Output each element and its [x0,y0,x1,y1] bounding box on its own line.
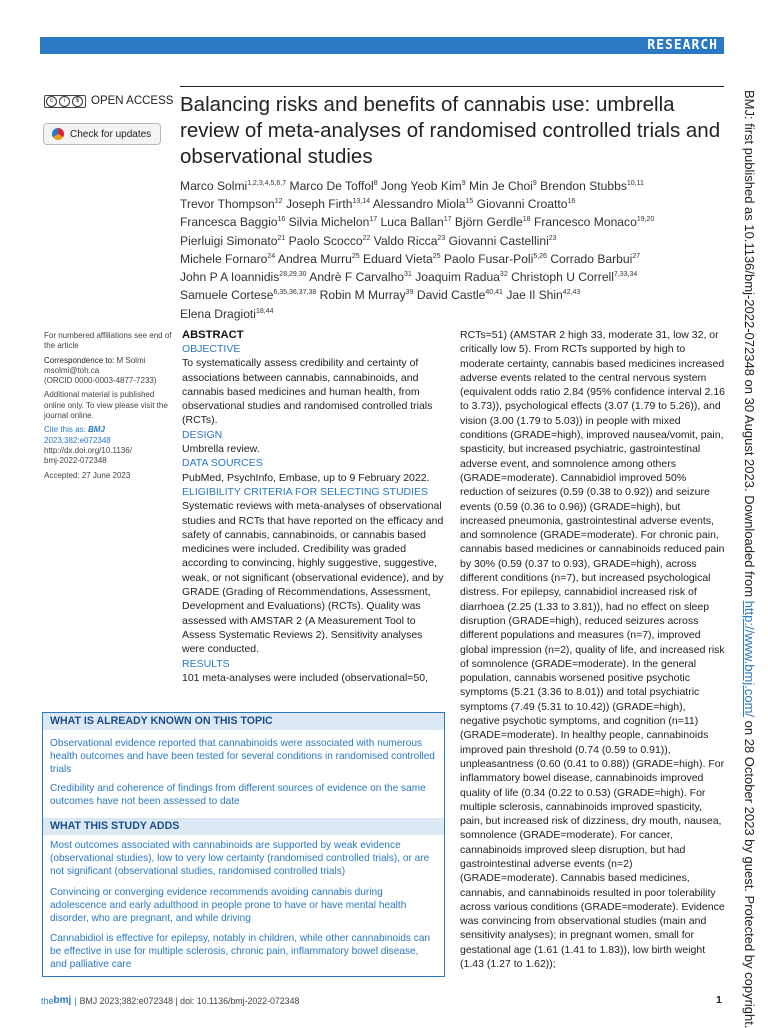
abstract-column-2 [460,328,727,971]
author-name: Christoph U Correll [511,270,614,285]
author-affiliation-sup: 16 [567,198,576,206]
author-name: Brendon Stubbs [540,179,627,194]
author-name: Paolo Fusar-Poli [443,251,534,266]
check-for-updates-label: Check for updates [70,128,152,140]
author-affiliation-sup: 21 [277,234,286,242]
author-name: Jong Yeob Kim [381,179,462,194]
eligibility-text: Systematic reviews with meta-analyses of observational studies and RCTs that have reported on the efficacy and safety of cannabis, cannabinoids, or cannabis based medicines were included. Credibility was graded according to convincing, highly suggestive, suggestive, weak, or not significant (observational evidence), and by GRADE (Grading of Recommendations, Assessment, Development and Evaluations) (RCTs). Quality was assessed with AMSTAR 2 (A Measurement Tool to Assess Systematic Reviews 2). Sensitivity analyses were conducted. [182,500,444,656]
author-affiliation-sup: 8 [373,180,378,187]
author-name: Eduard Vieta [363,251,433,266]
author-name: Michele Fornaro [180,251,268,266]
author-name: Francesca Baggio [180,215,278,230]
author-name: Paolo Scocco [288,233,363,248]
author-name: Björn Gerdle [454,215,523,230]
eligibility-heading: ELIGIBILITY CRITERIA FOR SELECTING STUDIES [182,485,429,498]
accepted-label: Accepted: [44,470,80,480]
article-title: Balancing risks and benefits of cannabis use: umbrella review of meta-analyses of randomised controlled trials and observational studies [180,93,721,168]
footer-citation: BMJ 2023;382:e072348 | doi: 10.1136/bmj-2022-072348 [79,995,300,1006]
author-affiliation-sup: 27 [632,252,641,260]
known-item: Observational evidence reported that cannabinoids were associated with numerous health outcomes and have been tested for several conditions in randomised controlled trials [50,738,435,776]
author-name: Valdo Ricca [373,233,438,248]
objective-heading: OBJECTIVE [182,343,241,355]
download-notice-text: BMJ: first published as 10.1136/bmj-2022-072348 on 30 August 2023. Downloaded from [742,90,757,601]
data-sources-text: PubMed, PsychInfo, Embase, up to 9 February 2022. [182,471,430,484]
author-affiliation-sup: 39 [405,289,414,297]
author-affiliation-sup: 24 [267,252,276,260]
summary-box [42,712,445,977]
author-name: Giovanni Castellini [448,233,549,248]
author-name: Robin M Murray [319,288,406,303]
author-affiliation-sup: 17 [443,216,452,224]
page-footer: the bmj | BMJ 2023;382:e072348 | doi: 10.1136/bmj-2022-072348 [41,995,300,1006]
author-name: Samuele Cortese [180,288,274,303]
download-notice-text-end: on 28 October 2023 by guest. Protected by copyright. [742,717,757,1028]
crossmark-icon [52,128,64,140]
accepted-value: 27 June 2023 [81,470,131,480]
cite-ref: 2023;382:e072348 [44,435,111,445]
author-affiliation-sup: 15 [465,198,474,206]
doi-link[interactable]: http://dx.doi.org/10.1136/ [44,445,132,455]
author-affiliation-sup: 23 [437,234,446,242]
author-name: Francesco Monaco [533,215,637,230]
author-name: Alessandro Miola [372,197,466,212]
adds-item: Most outcomes associated with cannabinoids are supported by weak evidence (observational studies), low to very low certainty (randomised controlled trials), or are not significant (observational studies, randomised controlled trials) [50,840,430,878]
author-affiliation-sup: 25 [432,252,441,260]
author-affiliation-sup: 18,44 [255,307,274,315]
author-name: Marco Solmi [180,179,248,194]
author-list [180,176,720,322]
known-item: Credibility and coherence of findings from different sources of evidence on the same outcomes have not been assessed to date [50,783,426,808]
correspondence-label: Correspondence to: [44,355,115,365]
author-affiliation-sup: 18 [522,216,531,224]
section-banner [40,37,724,54]
objective-text: To systematically assess credibility and certainty of associations between cannabis, cannabinoids, and cannabis based medicines and human health, from observational studies and randomised controlled trials (RCTs). [182,357,433,427]
author-name: Joseph Firth [285,197,353,212]
design-heading: DESIGN [182,428,223,441]
accepted-date [44,471,172,481]
abstract-heading: ABSTRACT [182,329,244,341]
doi-link-cont[interactable]: bmj-2022-072348 [44,456,107,466]
adds-item: Convincing or converging evidence recommends avoiding cannabis during adolescence and early adulthood in people prone to have or have mental health disorder, who are pregnant, and while driving [50,887,407,925]
author-name: Min Je Choi [469,179,533,194]
adds-heading: WHAT THIS STUDY ADDS [43,818,444,835]
author-name: Elena Dragioti [180,306,256,321]
author-affiliation-sup: 5,26 [533,252,547,260]
open-access-label: OPEN ACCESS [91,95,174,107]
design-text: Umbrella review. [182,443,260,456]
creative-commons-icon: c i $ [44,95,86,108]
author-affiliation-sup: 32 [499,271,508,279]
author-affiliation-sup: 16 [277,216,286,224]
author-affiliation-sup: 12 [274,198,283,206]
author-name: Andrè F Carvalho [309,270,405,285]
author-affiliation-sup: 25 [351,252,360,260]
author-affiliation-sup: 6,35,36,37,38 [273,289,317,297]
author-affiliation-sup: 13,14 [352,198,371,206]
author-affiliation-sup: 7,33,34 [613,271,638,279]
author-name: Trevor Thompson [180,197,275,212]
open-access-badge [44,94,174,108]
adds-item: Cannabidiol is effective for epilepsy, notably in children, while other cannabinoids can be effective in use for multiple sclerosis, chronic pain, inflammatory bowel disease, and palliative care [50,933,431,971]
author-affiliation-sup: 28,29,30 [279,271,307,279]
author-name: Pierluigi Simonato [180,233,278,248]
author-name: Corrado Barbui [550,251,633,266]
page-number: 1 [716,994,722,1006]
citation-block [44,425,172,466]
section-label: RESEARCH [647,38,718,53]
author-name: Giovanni Croatto [476,197,568,212]
author-affiliation-sup: 31 [404,271,412,279]
author-affiliation-sup: 17 [369,216,378,224]
author-affiliation-sup: 40,41 [485,289,503,297]
results-text-start: 101 meta-analyses were included (observational=50, [182,671,429,684]
cite-label: Cite this as: [44,425,86,435]
additional-material-note: Additional material is published online only. To view please visit the journal online. [44,390,168,421]
abstract-column-1 [182,328,444,685]
author-affiliation-sup: 9 [461,180,466,187]
data-sources-heading: DATA SOURCES [182,457,263,470]
author-affiliation-sup: 19,20 [636,216,655,224]
affiliations-note: For numbered affiliations see end of the article [44,331,172,351]
correspondence-name: M Solmi [116,355,146,365]
author-name: David Castle [416,288,486,303]
correspondence-email[interactable]: msolmi@toh.ca [44,365,100,375]
author-affiliation-sup: 10,11 [626,180,644,187]
download-notice [741,90,757,1028]
author-affiliation-sup: 1,2,3,4,5,6,7 [247,180,287,187]
results-heading: RESULTS [182,657,230,670]
orcid: (ORCID 0000-0003-4877-7233) [44,376,157,386]
author-name: Jae Il Shin [506,288,563,303]
check-for-updates-button[interactable] [43,123,161,145]
author-name: Silvia Michelon [288,215,370,230]
title-rule [180,86,724,87]
logo-the: the [41,995,54,1006]
author-affiliation-sup: 22 [362,234,371,242]
author-affiliation-sup: 23 [548,234,557,242]
results-text-continued: RCTs=51) (AMSTAR 2 high 33, moderate 31, low 32, or critically low 5). From RCTs supported by high to moderate certainty, cannabis based medicines increased adverse events related to the central nervous system (equivalent odds ratio 2.84 (95% confidence interval 2.16 to 3.73)), psychological effects (3.07 (1.79 to 5.26)), and vision (3.00 (1.79 to 5.03)) in people with mixed conditions (GRADE=high), improved nausea/vomit, pain, spasticity, but increased psychiatric, gastrointestinal adverse event, and somnolence among others (GRADE=moderate). Cannabidiol improved 50% reduction of seizures (0.59 (0.38 to 0.92)) and seizure events (0.59 (0.36 to 0.96)) (GRADE=high), but increased pneumonia, gastrointestinal adverse events, and somnolence (GRADE=moderate). For chronic pain, cannabis based medicines or cannabinoids reduced pain by 30% (0.59 (0.37 to 0.93), GRADE=high), across different conditions (n=7), but increased psychological distress. For epilepsy, cannabidiol increased risk of diarrhoea (2.25 (1.33 to 3.81)), had no effect on sleep disruption (GRADE=high), reduced seizures across different populations and measures (n=7), improved global impression (n=2), quality of life, and increased risk of somnolence (GRADE=moderate). In the general population, cannabis worsened positive psychotic symptoms (5.21 (3.36 to 8.01)) and total psychiatric symptoms (7.49 (5.31 to 10.42)) (GRADE=high), negative psychotic symptoms, and cognition (n=11) (GRADE=moderate). In healthy people, cannabinoids improved pain threshold (0.74 (0.59 to 0.91)), unpleasantness (0.60 (0.41 to 0.88)) (GRADE=high). For inflammatory bowel disease, cannabinoids improved quality of life (0.34 (0.22 to 0.53) (GRADE=high). For multiple sclerosis, cannabinoids improved spasticity, pain, but increased risk of dizziness, dry mouth, nausea, somnolence (GRADE=moderate). For cancer, cannabinoids improved sleep disruption, but had gastrointestinal adverse events (n=2) (GRADE=moderate). Cannabis based medicines, cannabis, and cannabinoids resulted in poor tolerability across various conditions (GRADE=moderate). Evidence was convincing from observational studies (main and sensitivity analyses); in pregnant women, small for gestational age (1.61 (1.41 to 1.83)), low birth weight (1.43 (1.27 to 1.62)); [460,329,726,971]
bmj-logo: bmj [53,995,72,1006]
author-affiliation-sup: 9 [532,180,537,187]
correspondence [44,356,172,387]
author-name: Joaquim Radua [415,270,500,285]
article-metadata [44,331,172,485]
cite-journal: BMJ [88,425,105,435]
author-name: Marco De Toffol [289,179,374,194]
known-heading: WHAT IS ALREADY KNOWN ON THIS TOPIC [43,713,444,730]
author-name: John P A Ioannidis [180,270,280,285]
author-name: Andrea Murru [277,251,352,266]
author-affiliation-sup: 42,43 [562,289,581,297]
bmj-site-link[interactable]: http://www.bmj.com/ [742,600,757,718]
author-name: Luca Ballan [380,215,444,230]
